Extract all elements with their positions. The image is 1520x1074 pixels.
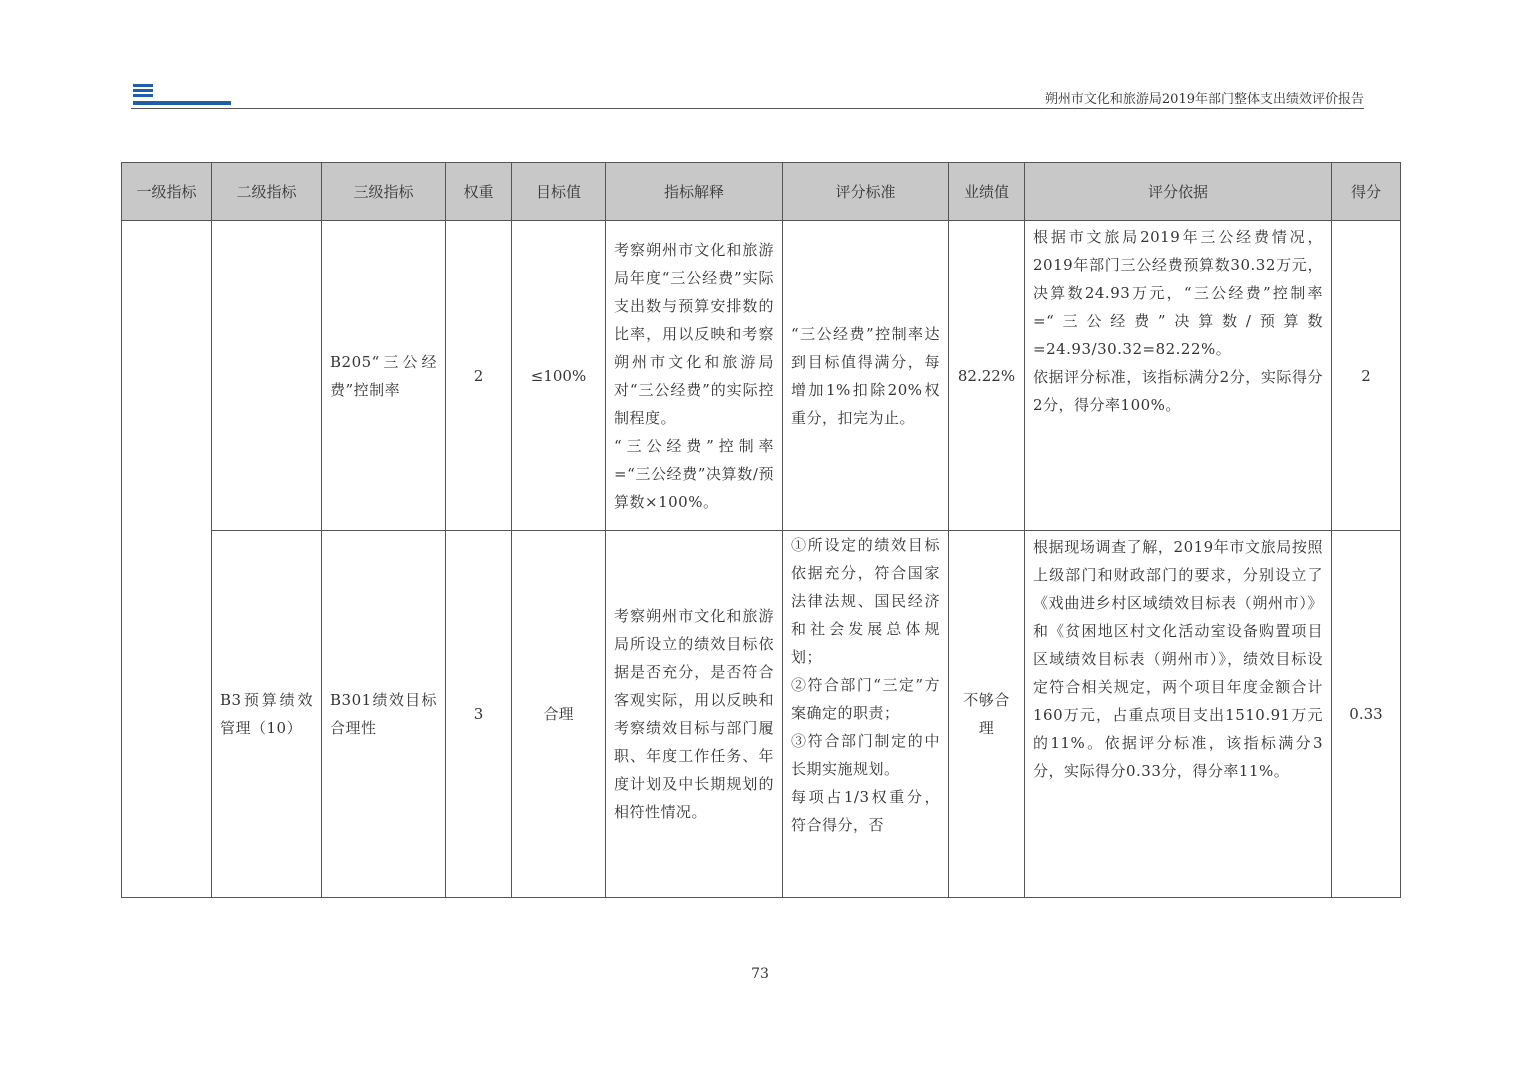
header-level3: 三级指标 xyxy=(322,163,446,221)
explanation-cell xyxy=(606,221,783,531)
header-criteria: 评分标准 xyxy=(783,163,949,221)
performance-cell xyxy=(949,531,1025,898)
weight-cell: 3 xyxy=(446,531,512,898)
level1-cell xyxy=(122,221,212,898)
level2-cell xyxy=(212,531,322,898)
header-target: 目标值 xyxy=(512,163,606,221)
basis-text: 根据现场调查了解，2019年市文旅局按照上级部门和财政部门的要求，分别设立了《戏曲进乡村区域绩效目标表（朔州市）》和《贫困地区村文化活动室设备购置项目区域绩效目标表（朔州市）》，绩效目标设定符合相关规定，两个项目年度金额合计160万元，占重点项目支出1510.91万元的11%。依据评分标准，该指标满分3分，实际得分0.33分，得分率11%。 xyxy=(1033,538,1323,780)
logo-icon xyxy=(131,78,235,106)
explanation-text: 考察朔州市文化和旅游局所设立的绩效目标依据是否充分，是否符合客观实际，用以反映和考察绩效目标与部门履职、年度工作任务、年度计划及中长期规划的相符性情况。 xyxy=(614,607,774,821)
criteria-cell xyxy=(783,221,949,531)
criteria-text: ①所设定的绩效目标依据充分，符合国家法律法规、国民经济和社会发展总体规划； ②符合部门“三定”方案确定的职责； ③符合部门制定的中长期实施规划。 每项占1/3权重分，符合得分，否 xyxy=(791,536,940,834)
report-title: 朔州市文化和旅游局2019年部门整体支出绩效评价报告 xyxy=(1044,92,1364,107)
table-row xyxy=(122,531,1401,898)
level2-text: B3预算绩效管理（10） xyxy=(220,691,313,737)
target-cell: 合理 xyxy=(512,531,606,898)
explanation-cell xyxy=(606,531,783,898)
basis-cell xyxy=(1025,531,1332,898)
target-cell: ≤100% xyxy=(512,221,606,531)
header-level2: 二级指标 xyxy=(212,163,322,221)
explanation-text: 考察朔州市文化和旅游局年度“三公经费”实际支出数与预算安排数的比率，用以反映和考察朔州市文化和旅游局对“三公经费”的实际控制程度。 “三公经费”控制率=“三公经费”决算数/预算数×100%。 xyxy=(614,240,774,511)
header-explanation: 指标解释 xyxy=(606,163,783,221)
level2-cell xyxy=(212,221,322,531)
basis-text: 根据市文旅局2019年三公经费情况，2019年部门三公经费预算数30.32万元，决算数24.93万元，“三公经费”控制率=“三公经费”决算数/预算数=24.93/30.32=82.22%。 依据评分标准，该指标满分2分，实际得分2分，得分率100%。 xyxy=(1033,228,1323,414)
header-basis: 评分依据 xyxy=(1025,163,1332,221)
company-logo xyxy=(131,78,235,106)
header-performance: 业绩值 xyxy=(949,163,1025,221)
header-divider xyxy=(131,108,1364,109)
table-row xyxy=(122,221,1401,531)
header-score: 得分 xyxy=(1332,163,1401,221)
weight-cell: 2 xyxy=(446,221,512,531)
basis-cell xyxy=(1025,221,1332,531)
header-weight: 权重 xyxy=(446,163,512,221)
score-cell: 2 xyxy=(1332,221,1401,531)
table-header-row xyxy=(122,163,1401,221)
evaluation-table xyxy=(121,162,1401,898)
criteria-text: “三公经费”控制率达到目标值得满分，每增加1%扣除20%权重分，扣完为止。 xyxy=(791,324,940,427)
criteria-cell xyxy=(783,531,949,898)
performance-cell: 82.22% xyxy=(949,221,1025,531)
performance-text: 不够合理 xyxy=(963,691,1010,737)
score-cell: 0.33 xyxy=(1332,531,1401,898)
header-level1: 一级指标 xyxy=(122,163,212,221)
level3-cell xyxy=(322,221,446,531)
page-number: 73 xyxy=(751,966,769,982)
level3-text: B205“三公经费”控制率 xyxy=(330,352,437,399)
level3-cell xyxy=(322,531,446,898)
level3-text: B301绩效目标合理性 xyxy=(330,691,437,737)
